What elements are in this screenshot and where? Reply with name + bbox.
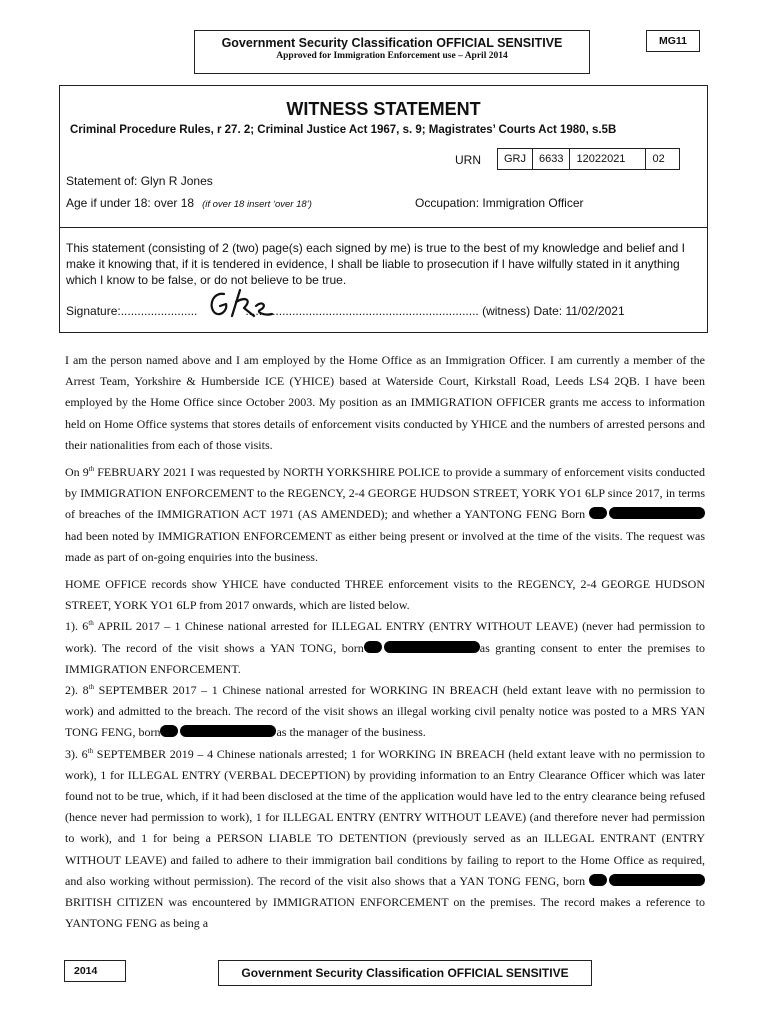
- ordinal-suffix: th: [87, 746, 94, 755]
- visit-entry: [65, 680, 705, 744]
- footer-year-badge: 2014: [64, 960, 126, 982]
- age-note: (if over 18 insert ‘over 18’): [202, 199, 312, 210]
- handwritten-signature: [206, 286, 276, 320]
- redaction-block: [589, 874, 607, 886]
- approval-note: Approved for Immigration Enforcement use – April 2014: [276, 51, 508, 61]
- paragraph-request: [65, 462, 705, 568]
- text-run: 3). 6: [65, 746, 88, 761]
- statement-body: [65, 350, 705, 934]
- paragraph-background: I am the person named above and I am employed by the Home Office as an Immigration Officer. I am currently a member of the Arrest Team, Yorkshire & Humberside ICE (YHICE) based at Waterside Court, Kirkstall Road, Leeds LS4 2QB. I have been employed by the Home Office since October 2003. My position as an IMMIGRATION OFFICER grants me access to information held on Home Office systems that stores details of enforcement visits conducted by YHICE and the numbers of arrested persons and their nationalities from each of those visits.: [65, 353, 705, 452]
- text-run: SEPTEMBER 2017 – 1 Chinese national arrested for WORKING IN BREACH (held extant leave with no permission to work) and admitted to the breach. The record of the visit shows an illegal working civil penalty notice was posted to a MRS YAN TONG FENG, born: [65, 683, 706, 740]
- ordinal-suffix: th: [88, 619, 94, 628]
- text-run: SEPTEMBER 2019 – 4 Chinese nationals arrested; 1 for WORKING IN BREACH (held extant leave with no permission to work), 1 for ILLEGAL ENTRY (VERBAL DECEPTION) by providing information to an Entry Clearance Officer which was later found not to be true, which, if it had been disclosed at the time of the application would have led to the entry clearance being refused (hence never had permission to work), 1 for ILLEGAL ENTRY (ENTRY WITHOUT LEAVE) (and therefore never had permission to work), and 1 for being a PERSON LIABLE TO DETENTION (previously served as an ILLEGAL ENTRANT (ENTRY WITHOUT LEAVE) and failed to adhere to their immigration bail conditions by failing to report to the Home Office as required, and also working without permission). The record of the visit also shows that a YAN TONG FENG, born: [65, 746, 705, 888]
- text-run: had been noted by IMMIGRATION ENFORCEMENT as either being present or involved at the time of the visits. The request was made as part of on-going enquiries into the business.: [65, 528, 705, 564]
- occupation-field: Occupation: Immigration Officer: [415, 196, 584, 210]
- redaction-block: [180, 725, 276, 737]
- visit-entry: [65, 616, 705, 680]
- ordinal-suffix: th: [88, 683, 95, 692]
- text-run: 2). 8: [65, 683, 89, 698]
- legal-references: Criminal Procedure Rules, r 27. 2; Criminal Justice Act 1967, s. 9; Magistrates’ Courts Act 1980, s.5B: [70, 124, 617, 136]
- urn-cell: 6633: [533, 149, 570, 170]
- text-run: FEBRUARY 2021 I was requested by NORTH YORKSHIRE POLICE to provide a summary of enforcement visits conducted by IMMIGRATION ENFORCEMENT to the REGENCY, 2-4 GEORGE HUDSON STREET, YORK YO1 6LP since 2017, in terms of breaches of the IMMIGRATION ACT 1971 (AS AMENDED); and whether a YANTONG FENG Born: [65, 465, 705, 522]
- paragraph-records: HOME OFFICE records show YHICE have conducted THREE enforcement visits to the REGENCY, 2-4 GEORGE HUDSON STREET, YORK YO1 6LP from 2017 onwards, which are listed below.: [65, 577, 705, 613]
- ordinal-suffix: th: [88, 465, 95, 474]
- text-run: BRITISH CITIZEN was encountered by IMMIGRATION ENFORCEMENT on the premises. The record makes a reference to YANTONG FENG as being a: [65, 895, 705, 931]
- urn-table: [497, 148, 680, 170]
- signature-line: [66, 304, 702, 318]
- signature-prefix: Signature:.......................: [66, 304, 198, 318]
- classification-header: [194, 30, 590, 74]
- redaction-block: [609, 507, 705, 519]
- declaration-text: This statement (consisting of 2 (two) page(s) each signed by me) is true to the best of my knowledge and belief and I make it knowing that, if it is tendered in evidence, I shall be liable to prosecution if I have wilfully stated in it anything which I know to be false, or do not believe to be true.: [66, 241, 685, 287]
- urn-cell: 02: [646, 149, 680, 170]
- text-run: 1). 6: [65, 619, 89, 634]
- signature-suffix: ...................................................................... (witness) Date: 11/02/2021: [245, 304, 625, 318]
- redaction-block: [609, 874, 705, 886]
- text-run: as granting consent to enter the premises to IMMIGRATION ENFORCEMENT.: [65, 640, 706, 676]
- urn-cell: 12022021: [570, 149, 646, 170]
- redaction-block: [589, 507, 607, 519]
- redaction-block: [384, 641, 480, 653]
- redaction-block: [160, 725, 178, 737]
- security-classification: Government Security Classification OFFICIAL SENSITIVE: [221, 36, 563, 50]
- text-run: as the manager of the business.: [276, 725, 426, 740]
- text-run: On 9: [65, 465, 89, 480]
- redaction-block: [364, 641, 382, 653]
- visit-entry: [65, 744, 705, 935]
- text-run: APRIL 2017 – 1 Chinese national arrested for ILLEGAL ENTRY (ENTRY WITHOUT LEAVE) (never had permission to work). The record of the visit shows a YAN TONG, born: [65, 619, 706, 655]
- urn-cell: GRJ: [498, 149, 533, 170]
- statement-of-field: Statement of: Glyn R Jones: [66, 174, 213, 188]
- form-code-badge: MG11: [646, 30, 700, 52]
- age-label: Age if under 18: over 18: [66, 196, 195, 210]
- footer-security-classification: Government Security Classification OFFICIAL SENSITIVE: [218, 960, 592, 986]
- age-field: [66, 196, 312, 210]
- urn-label: URN: [455, 153, 481, 167]
- witness-statement-frame: [59, 85, 708, 333]
- frame-divider: [60, 227, 707, 228]
- document-title: WITNESS STATEMENT: [286, 99, 481, 119]
